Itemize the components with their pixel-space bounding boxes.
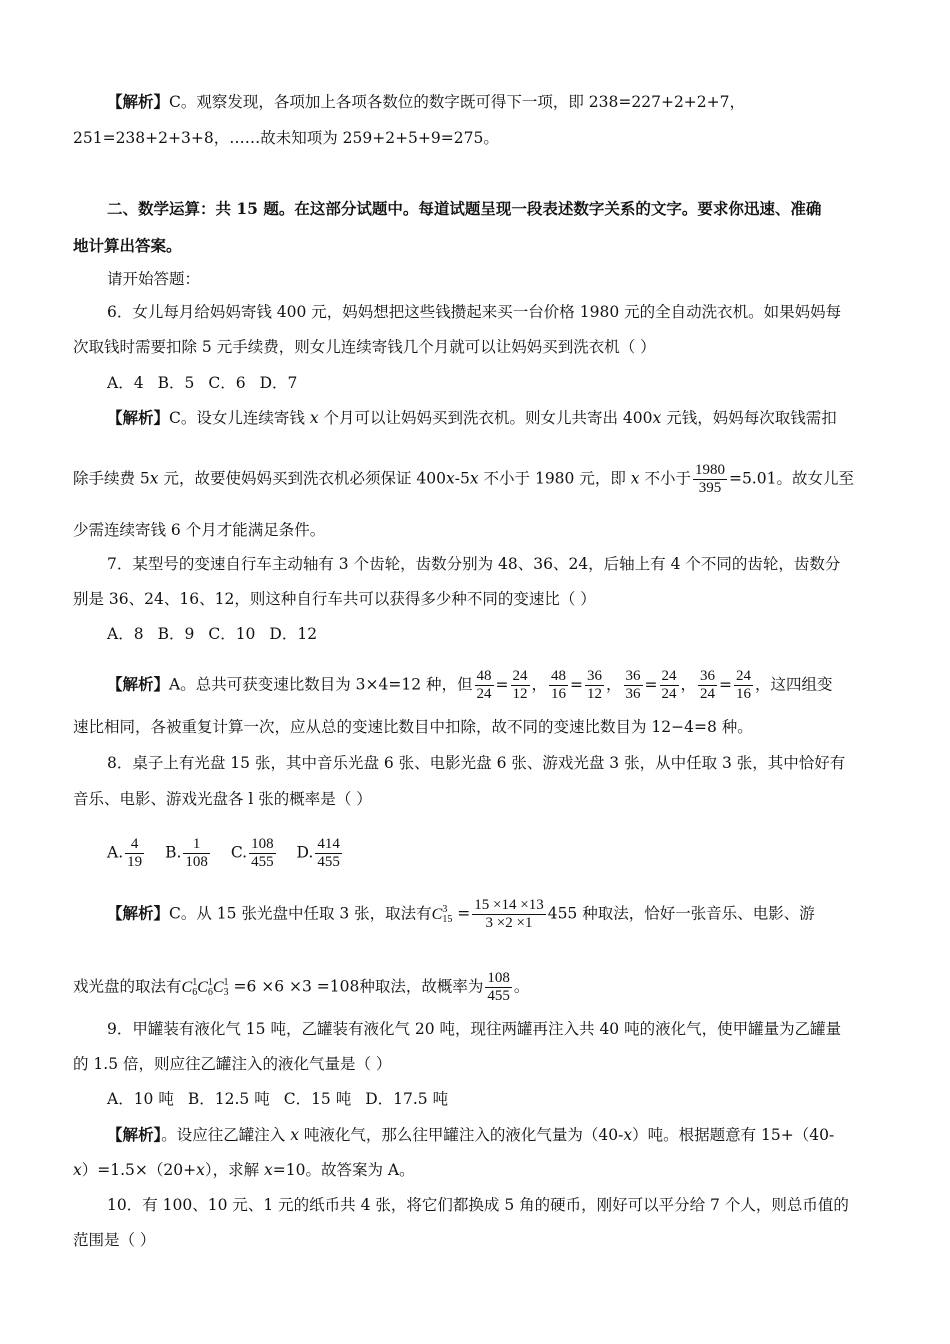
denominator: 455	[317, 854, 340, 870]
question-9: 9．甲罐装有液化气 15 吨，乙罐装有液化气 20 吨，现往两罐再注入共 40 吨的液化气，使甲罐量为乙罐量	[107, 1020, 842, 1038]
text: 戏光盘的取法有	[73, 977, 182, 996]
comma: ，	[606, 675, 622, 694]
text: =	[457, 904, 471, 923]
equals-sign: =	[719, 675, 733, 694]
solution-6-end: 少需连续寄钱 6 个月才能满足条件。	[73, 521, 326, 539]
option-c: C．10	[208, 625, 256, 643]
solution-9-cont	[73, 1160, 415, 1180]
variable: x	[309, 409, 319, 427]
denominator: 455	[251, 854, 274, 870]
fraction	[315, 836, 342, 871]
solution-line	[107, 92, 745, 112]
text: 。	[513, 977, 530, 996]
text: ）吨。根据题意有 15+（40-	[632, 1126, 835, 1144]
variable: x	[469, 469, 479, 488]
denominator: 3 ×2 ×1	[485, 915, 533, 931]
text: 个月可以让妈妈买到洗衣机。则女儿共寄出 400	[318, 409, 653, 427]
numerator: 36	[625, 668, 641, 684]
text: 元，故要使妈妈买到洗衣机必须保证 400	[158, 469, 446, 488]
numerator: 4	[125, 836, 144, 854]
text: 吨液化气，那么往甲罐注入的液化气量为（40-	[298, 1126, 624, 1144]
text: =6 ×6 ×3 =108	[233, 977, 360, 996]
numerator: 36	[700, 668, 716, 684]
solution-6	[107, 408, 837, 428]
numerator: 15 ×14 ×13	[474, 897, 544, 913]
section-title-cont: 地计算出答案。	[73, 236, 182, 255]
subscript: 15	[442, 913, 453, 925]
question-7: 7．某型号的变速自行车主动轴有 3 个齿轮，齿数分别为 48、36、24，后轴上有 4 个不同的齿轮，齿数分	[107, 555, 841, 573]
fraction	[485, 970, 512, 1005]
denominator: 16	[551, 686, 567, 702]
question-9-options	[107, 1089, 462, 1109]
text: -5	[454, 469, 470, 488]
question-6: 6．女儿每月给妈妈寄钱 400 元，妈妈想把这些钱攒起来买一台价格 1980 元的全自动洗衣机。如果妈妈每	[107, 303, 842, 321]
denominator: 36	[625, 686, 641, 702]
variable: x	[446, 469, 455, 488]
fraction	[698, 668, 717, 703]
fraction	[624, 668, 643, 703]
numerator: 108	[251, 836, 274, 852]
question-7-options	[107, 624, 331, 644]
option-label: A.	[107, 843, 124, 862]
question-6-cont: 次取钱时需要扣除 5 元手续费，则女儿连续寄钱几个月就可以让妈妈买到洗衣机（ ）	[73, 338, 656, 356]
text: 元钱，妈妈每次取钱需扣	[661, 409, 837, 427]
question-7-cont: 别是 36、24、16、12，则这种自行车共可以获得多少种不同的变速比（ ）	[73, 590, 596, 608]
numerator: 1980	[694, 462, 725, 478]
option-d: D．12	[269, 625, 318, 643]
variable: x	[149, 469, 159, 488]
option-d: D．7	[259, 374, 298, 392]
numerator: 24	[736, 668, 752, 684]
text: 不小于 1980 元，即	[478, 469, 631, 488]
text: 不小于	[639, 469, 691, 488]
fraction-equality	[547, 668, 606, 702]
solution-7	[107, 668, 833, 703]
solution-text: C。观察发现，各项加上各项各数位的数字既可得下一项，即 238=227+2+2+7，	[169, 93, 746, 111]
numerator: 48	[476, 668, 492, 684]
text: 455 种取法，恰好一张音乐、电影、游	[547, 904, 815, 923]
fraction	[585, 668, 604, 703]
option-b: B．12.5 吨	[187, 1090, 270, 1108]
denominator: 24	[661, 686, 677, 702]
fraction	[183, 836, 210, 871]
fraction	[693, 462, 727, 497]
text: C。从 15 张光盘中任取 3 张，取法有	[169, 904, 432, 923]
solution-7-cont: 速比相同，各被重复计算一次，应从总的变速比数目中扣除，故不同的变速比数目为 12−4=8 种。	[73, 718, 753, 736]
option-label: D.	[296, 843, 314, 862]
question-10-cont: 范围是（ ）	[73, 1231, 156, 1249]
fraction-equality	[473, 668, 532, 702]
question-8-options	[107, 836, 358, 871]
fraction	[549, 668, 568, 703]
equals-sign: =	[644, 675, 658, 694]
option-b	[165, 836, 212, 871]
text: =5.01。故女儿至	[728, 469, 854, 488]
numerator: 48	[551, 668, 567, 684]
fraction	[125, 836, 144, 871]
denominator: 108	[185, 854, 208, 870]
denominator: 12	[587, 686, 603, 702]
text: ，这四组变	[755, 675, 833, 694]
option-label: C.	[230, 843, 248, 862]
fraction-equalities	[473, 668, 756, 702]
fraction	[734, 668, 753, 703]
text: A。总共可获变速比数目为 3×4=12 种，但	[169, 675, 473, 694]
instruction: 请开始答题：	[107, 270, 201, 288]
denominator: 24	[700, 686, 716, 702]
text: 除手续费 5	[73, 469, 150, 488]
fraction	[472, 897, 545, 932]
fraction	[511, 668, 530, 703]
option-a: A．8	[107, 625, 144, 643]
variable: x	[264, 1161, 273, 1179]
option-b: B．5	[157, 374, 195, 392]
comma: ，	[680, 675, 697, 694]
option-a: A．4	[107, 374, 144, 392]
variable: x	[623, 1126, 633, 1144]
option-d	[297, 836, 344, 871]
text: =10。故答案为 A。	[272, 1161, 415, 1179]
variable: x	[196, 1161, 205, 1179]
variable: x	[652, 409, 662, 427]
text: ），求解	[204, 1161, 265, 1179]
text: ）=1.5×（20+	[81, 1161, 197, 1179]
question-9-cont: 的 1.5 倍，则应往乙罐注入的液化气量是（ ）	[73, 1055, 392, 1073]
fraction	[475, 668, 494, 703]
combination-symbol	[431, 903, 453, 925]
option-b: B．9	[157, 625, 195, 643]
combination-product: C 1 6 C 1 6 C 1 3	[181, 976, 229, 998]
fraction	[660, 668, 679, 703]
question-10: 10．有 100、10 元、1 元的纸币共 4 张，将它们都换成 5 角的硬币，刚好可以平分给 7 个人，则总币值的	[107, 1196, 849, 1214]
option-a	[107, 836, 146, 871]
fraction	[249, 836, 276, 871]
denominator: 24	[476, 686, 492, 702]
option-c: C．6	[208, 374, 246, 392]
solution-tag: 【解析】	[107, 674, 170, 694]
denominator: 12	[512, 686, 528, 702]
numerator: 414	[317, 836, 340, 852]
equals-sign: =	[495, 675, 509, 694]
solution-6-cont	[73, 462, 854, 497]
solution-8	[107, 897, 815, 932]
text: C。设女儿连续寄钱	[169, 409, 310, 427]
numerator: 1	[183, 836, 210, 854]
numerator: 36	[587, 668, 603, 684]
text: 。设应往乙罐注入	[161, 1126, 291, 1144]
section-title: 二、数学运算：共 15 题。在这部分试题中。每道试题呈现一段表述数字关系的文字。要求你迅速、准确	[107, 199, 822, 218]
denominator: 16	[736, 686, 752, 702]
option-c	[231, 836, 278, 871]
numerator: 24	[661, 668, 677, 684]
solution-tag: 【解析】	[107, 1125, 162, 1144]
numerator: 24	[512, 668, 528, 684]
solution-tag: 【解析】	[107, 92, 170, 111]
denominator: 455	[487, 988, 510, 1004]
solution-tag: 【解析】	[107, 408, 170, 427]
option-a: A．10 吨	[107, 1090, 174, 1108]
option-label: B.	[165, 843, 182, 862]
fraction-equality	[696, 668, 755, 702]
solution-9	[107, 1125, 834, 1145]
solution-8-cont	[73, 970, 529, 1005]
option-d: D．17.5 吨	[365, 1090, 449, 1108]
option-c: C．15 吨	[283, 1090, 352, 1108]
superscript: 3	[442, 903, 448, 915]
text: 种取法，故概率为	[359, 977, 484, 996]
solution-tag: 【解析】	[107, 903, 170, 923]
variable: x	[73, 1161, 82, 1179]
equals-sign: =	[570, 675, 584, 694]
denominator: 395	[698, 480, 722, 496]
question-8-cont: 音乐、电影、游戏光盘各 l 张的概率是（ ）	[73, 790, 372, 808]
denominator: 19	[127, 854, 143, 870]
symbol: C	[431, 905, 443, 923]
variable: x	[290, 1126, 299, 1144]
question-8: 8．桌子上有光盘 15 张，其中音乐光盘 6 张、电影光盘 6 张、游戏光盘 3 张，从中任取 3 张，其中恰好有	[107, 754, 846, 772]
comma: ，	[531, 675, 548, 694]
question-6-options	[107, 373, 311, 393]
fraction-equality	[622, 668, 681, 702]
solution-line: 251=238+2+3+8，……故未知项为 259+2+5+9=275。	[73, 129, 499, 147]
numerator: 108	[487, 970, 510, 986]
variable: x	[630, 469, 640, 488]
